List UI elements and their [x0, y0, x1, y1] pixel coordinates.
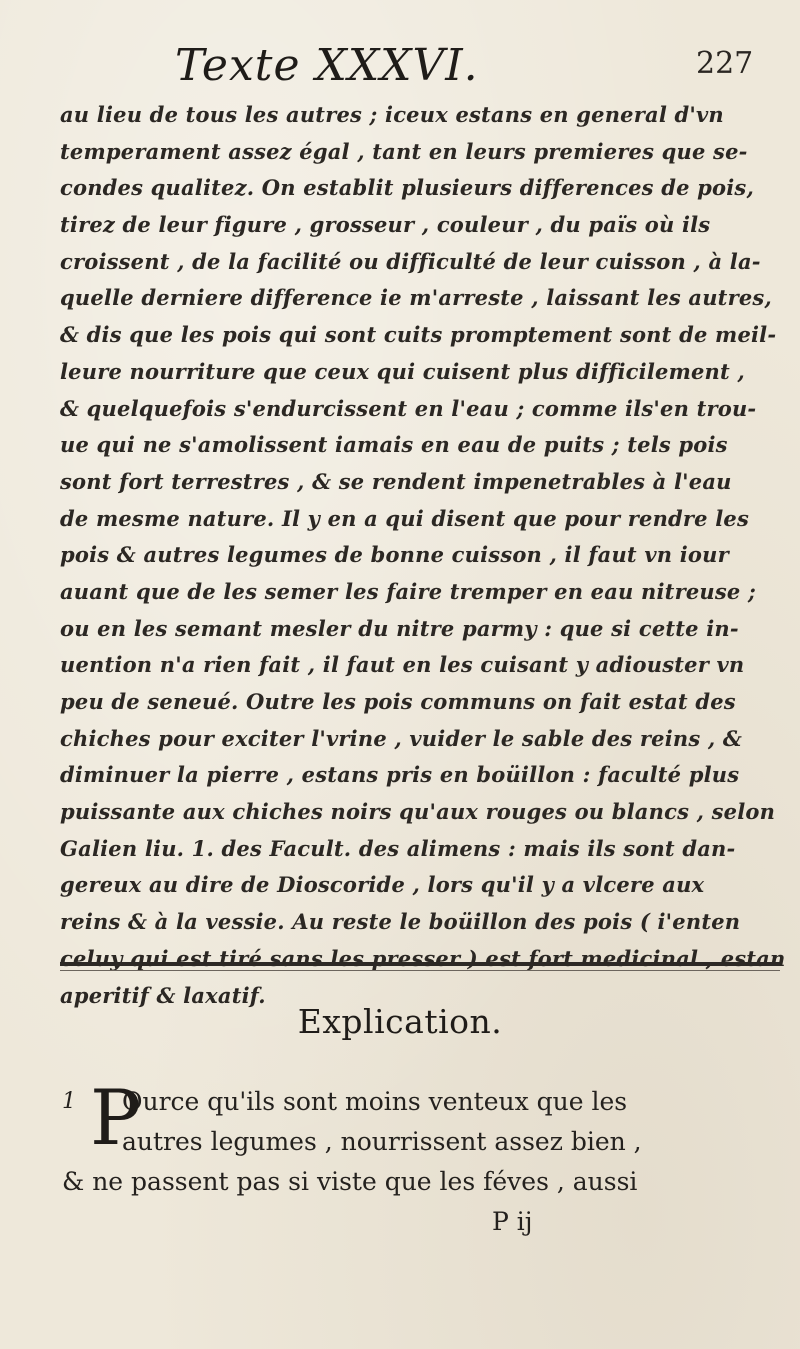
- page-number: 227: [696, 46, 754, 81]
- text-line: leure nourriture que ceux qui cuisent plus difficilement ,: [60, 358, 745, 384]
- text-line: ue qui ne s'amolissent iamais en eau de puits ; tels pois: [60, 432, 728, 458]
- text-line: celuy qui est tiré sans les presser ) est fort medicinal , estan: [60, 945, 786, 971]
- text-line: sont fort terrestres , & se rendent impenetrables à l'eau: [60, 468, 732, 494]
- text-line: aperitif & laxatif.: [60, 982, 266, 1008]
- text-line: reins & à la vessie. Au reste le boüillon des pois ( i'enten: [60, 909, 741, 935]
- catchword: P ij: [492, 1207, 533, 1236]
- text-line: [62, 1162, 792, 1202]
- text-line: peu de seneué. Outre les pois communs on fait estat des: [60, 689, 736, 714]
- text-line: gereux au dire de Dioscoride , lors qu'il y a vlcere aux: [60, 872, 705, 898]
- text-line: & dis que les pois qui sont cuits promptement sont de meil-: [60, 322, 777, 348]
- explication-text: [62, 1073, 792, 1202]
- text-line: diminuer la pierre , estans pris en boüillon : faculté plus: [60, 762, 740, 788]
- text-line: pois & autres legumes de bonne cuisson , il faut vn iour: [60, 542, 729, 568]
- text-line: quelle derniere difference ie m'arreste , laissant les autres,: [60, 285, 772, 311]
- text-line: chiches pour exciter l'vrine , vuider le sable des reins , &: [60, 725, 743, 751]
- text-line: tirez de leur figure , grosseur , couleur , du païs où ils: [60, 212, 711, 238]
- text-line: & quelquefois s'endurcissent en l'eau ; comme ils'en trou-: [60, 395, 757, 421]
- running-head: [0, 40, 800, 90]
- text-line: uention n'a rien fait , il faut en les cuisant y adiouster vn: [60, 652, 745, 678]
- drop-cap: P: [90, 1073, 142, 1162]
- text-line: auant que de les semer les faire tremper en eau nitreuse ;: [60, 578, 756, 604]
- text-line: Galien liu. 1. des Facult. des alimens : mais ils sont dan-: [60, 835, 736, 861]
- text-line: ou en les semant mesler du nitre parmy : que si cette in-: [60, 615, 739, 641]
- text-line: temperament assez égal , tant en leurs premieres que se-: [60, 138, 748, 164]
- line-text: & ne passent pas si viste que les féves , aussi: [62, 1167, 638, 1196]
- section-heading: Explication.: [297, 1002, 503, 1041]
- commentary-text: [60, 97, 790, 1014]
- text-line: croissent , de la facilité ou difficulté de leur cuisson , à la-: [60, 248, 761, 274]
- text-line: puissante aux chiches noirs qu'aux rouges ou blancs , selon: [60, 799, 776, 825]
- line-text: Ource qu'ils sont moins venteux que les: [122, 1087, 628, 1116]
- line-text: autres legumes , nourrissent assez bien ,: [122, 1127, 642, 1156]
- text-line: au lieu de tous les autres ; iceux estans en general d'vn: [60, 102, 724, 127]
- text-line: de mesme nature. Il y en a qui disent que pour rendre les: [60, 505, 750, 531]
- section-divider: [60, 962, 780, 966]
- text-line: [62, 1122, 792, 1162]
- running-title: Texte XXXVI.: [175, 40, 479, 91]
- text-line: condes qualitez. On establit plusieurs differences de pois,: [60, 175, 754, 201]
- item-number: 1: [62, 1089, 76, 1114]
